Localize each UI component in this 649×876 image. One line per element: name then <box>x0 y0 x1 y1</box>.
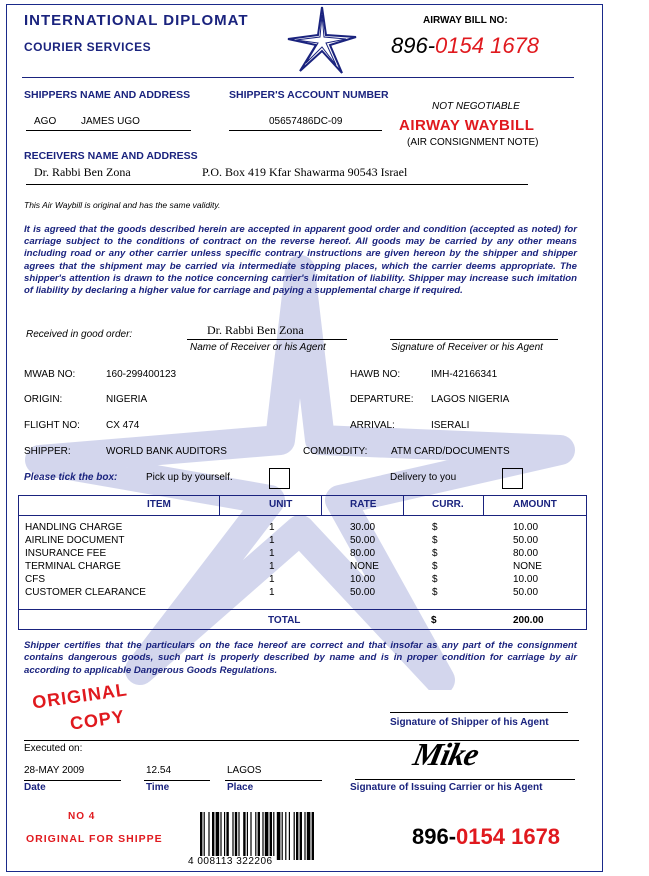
stamp-original: ORIGINAL <box>31 679 129 713</box>
barcode-bar <box>285 812 286 860</box>
not-negotiable-label: NOT NEGOTIABLE <box>432 101 520 112</box>
commodity-value: ATM CARD/DOCUMENTS <box>391 446 510 457</box>
shipper-name-line <box>26 130 191 131</box>
origin-value: NIGERIA <box>106 394 148 405</box>
airway-bill-label: AIRWAY BILL NO: <box>423 15 508 26</box>
receiver-name-caption: Name of Receiver or his Agent <box>190 342 326 353</box>
col-header-rate: RATE <box>350 499 377 510</box>
carrier-signature: Mike <box>410 736 482 772</box>
flight-label: FLIGHT NO: <box>24 420 80 431</box>
table-cell: $ <box>432 535 438 546</box>
table-cell: 30.00 <box>350 522 376 533</box>
received-label: Received in good order: <box>26 329 133 340</box>
col-divider <box>483 496 484 515</box>
total-amount: 200.00 <box>513 615 544 626</box>
barcode-bar <box>258 812 260 860</box>
barcode-bar <box>216 812 220 860</box>
barcode-bar <box>304 812 305 860</box>
mwab-label: MWAB NO: <box>24 369 76 380</box>
table-cell: 1 <box>269 522 275 533</box>
receiver-name: Dr. Rabbi Ben Zona <box>34 165 131 179</box>
col-header-amount: AMOUNT <box>513 499 557 510</box>
pickup-label: Pick up by yourself. <box>146 472 233 483</box>
departure-value: LAGOS NIGERIA <box>431 394 510 405</box>
place-label: Place <box>227 782 254 793</box>
table-cell: 10.00 <box>513 522 539 533</box>
shipper-name-label: SHIPPERS NAME AND ADDRESS <box>24 89 191 101</box>
shipper-code: AGO <box>34 116 57 127</box>
table-row-item: CFS <box>25 574 45 585</box>
col-header-item: ITEM <box>147 499 171 510</box>
receiver-signature-line <box>390 339 558 340</box>
barcode-bar <box>250 812 251 860</box>
barcode-bar <box>204 812 205 860</box>
execution-divider <box>24 740 579 741</box>
barcode-bar <box>212 812 214 860</box>
table-row-item: AIRLINE DOCUMENT <box>25 535 125 546</box>
receiver-label: RECEIVERS NAME AND ADDRESS <box>24 150 198 162</box>
table-cell: 80.00 <box>350 548 376 559</box>
shipper-account-label: SHIPPER'S ACCOUNT NUMBER <box>229 89 389 101</box>
footer-bill-digits: 0154 1678 <box>456 824 561 849</box>
barcode-bar <box>200 812 202 860</box>
barcode-bar <box>300 812 302 860</box>
copy-label: ORIGINAL FOR SHIPPE <box>26 833 163 845</box>
charges-table <box>18 495 587 630</box>
pickup-checkbox[interactable] <box>269 468 290 489</box>
table-cell: $ <box>432 561 438 572</box>
table-cell: 50.00 <box>350 535 376 546</box>
table-cell: 1 <box>269 574 275 585</box>
table-cell: $ <box>432 587 438 598</box>
mwab-value: 160-299400123 <box>106 369 177 380</box>
table-cell: 1 <box>269 548 275 559</box>
table-cell: 80.00 <box>513 548 539 559</box>
table-cell: NONE <box>513 561 542 572</box>
barcode-bar <box>232 812 233 860</box>
received-receiver-name: Dr. Rabbi Ben Zona <box>207 323 304 337</box>
copy-number: NO 4 <box>68 811 96 822</box>
barcode-bar <box>270 812 272 860</box>
barcode-digits: 4 008113 322206 <box>188 856 273 867</box>
table-cell: 10.00 <box>350 574 376 585</box>
barcode-bar <box>238 812 239 860</box>
table-cell: 1 <box>269 561 275 572</box>
shipper-name: JAMES UGO <box>81 116 140 127</box>
barcode-bar <box>312 812 314 860</box>
receiver-line <box>26 184 528 185</box>
header-underline <box>19 515 586 516</box>
company-name: INTERNATIONAL DIPLOMAT <box>24 12 249 29</box>
arrival-value: ISERALI <box>431 420 470 431</box>
commodity-label: COMMODITY: <box>303 446 368 457</box>
barcode-bar <box>208 812 209 860</box>
col-header-curr: CURR. <box>432 499 464 510</box>
shipper-account-value: 05657486DC-09 <box>269 116 343 127</box>
barcode-bar <box>273 812 274 860</box>
origin-label: ORIGIN: <box>24 394 63 405</box>
executed-label: Executed on: <box>24 743 83 754</box>
table-row-item: HANDLING CHARGE <box>25 522 123 533</box>
footer-bill-number <box>412 824 560 850</box>
table-cell: $ <box>432 522 438 533</box>
receiver-address: P.O. Box 419 Kfar Shawarma 90543 Israel <box>202 165 408 179</box>
time-line <box>144 780 210 781</box>
col-divider <box>321 496 322 515</box>
barcode-bar <box>282 812 283 860</box>
barcode-bar <box>307 812 311 860</box>
table-cell: 50.00 <box>513 587 539 598</box>
table-row-item: TERMINAL CHARGE <box>25 561 121 572</box>
time-value: 12.54 <box>146 765 172 776</box>
table-cell: 50.00 <box>513 535 539 546</box>
original-note: This Air Waybill is original and has the same validity. <box>24 200 221 210</box>
place-line <box>225 780 322 781</box>
shipper-detail-value: WORLD BANK AUDITORS <box>106 446 227 457</box>
shipper-signature-line <box>390 712 568 713</box>
waybill-subtitle: (AIR CONSIGNMENT NOTE) <box>407 137 539 148</box>
terms-paragraph: It is agreed that the goods described herein are accepted in apparent good order and condition (accepted as noted) for carriage subject to the conditions of contract on the reverse hereof. All goods may be carried by any other means including road or any other carrier unless specific contrary instructions are given hereon by the shipper and shipper agrees that the shipment may be carried via intermediate stopping places, which the carrier deems appropriate. The shipper's attention is drawn to the notice concerning carrier's limitation of liability. Shipper may increase such imitation of liability by declaring a higher value for carriage and paying a supplemental charge if required. <box>24 224 577 297</box>
hawb-value: IMH-42166341 <box>431 369 498 380</box>
col-header-unit: UNIT <box>269 499 293 510</box>
table-cell: 50.00 <box>350 587 376 598</box>
barcode-bar <box>262 812 263 860</box>
shipper-account-line <box>229 130 382 131</box>
barcode-bar <box>296 812 298 860</box>
barcode-bar <box>226 812 228 860</box>
flight-value: CX 474 <box>106 420 140 431</box>
barcode-bar <box>265 812 269 860</box>
carrier-signature-line <box>355 779 575 780</box>
airway-bill-number <box>391 33 539 59</box>
certification-paragraph: Shipper certifies that the particulars on the face hereof are correct and that insofar as any part of the consignment contains dangerous goods, such part is properly described by name and is in proper condition for carriage by air according to applicable Dangerous Goods Regulations. <box>24 640 577 676</box>
barcode-bar <box>255 812 256 860</box>
total-label: TOTAL <box>268 615 301 626</box>
receiver-name-line <box>187 339 347 340</box>
header-divider <box>22 77 574 78</box>
date-value: 28-MAY 2009 <box>24 765 85 776</box>
tick-label: Please tick the box: <box>24 472 118 483</box>
barcode-bar <box>247 812 248 860</box>
place-value: LAGOS <box>227 765 262 776</box>
table-cell: 1 <box>269 587 275 598</box>
arrival-label: ARRIVAL: <box>350 420 395 431</box>
stamp-copy: COPY <box>68 706 127 734</box>
receiver-signature-caption: Signature of Receiver or his Agent <box>391 342 543 353</box>
date-line <box>24 780 121 781</box>
shipper-detail-label: SHIPPER: <box>24 446 71 457</box>
table-cell: 1 <box>269 535 275 546</box>
barcode-bar <box>243 812 245 860</box>
barcode-bar <box>294 812 295 860</box>
barcode-bar <box>289 812 290 860</box>
shipper-signature-caption: Signature of Shipper of his Agent <box>390 717 549 728</box>
total-divider <box>19 609 586 610</box>
waybill-title: AIRWAY WAYBILL <box>399 117 535 134</box>
company-subtitle: COURIER SERVICES <box>24 40 152 54</box>
table-cell: $ <box>432 574 438 585</box>
barcode-bar <box>220 812 221 860</box>
barcode-bar <box>235 812 237 860</box>
total-currency: $ <box>431 615 437 626</box>
delivery-checkbox[interactable] <box>502 468 523 489</box>
barcode-bar <box>277 812 281 860</box>
table-cell: NONE <box>350 561 379 572</box>
footer-bill-prefix: 896- <box>412 824 457 849</box>
date-label: Date <box>24 782 46 793</box>
table-row-item: CUSTOMER CLEARANCE <box>25 587 146 598</box>
departure-label: DEPARTURE: <box>350 394 414 405</box>
col-divider <box>219 496 220 515</box>
table-cell: $ <box>432 548 438 559</box>
hawb-label: HAWB NO: <box>350 369 401 380</box>
table-cell: 10.00 <box>513 574 539 585</box>
airway-bill-digits: 0154 1678 <box>435 33 540 58</box>
star-logo-icon <box>286 5 358 75</box>
col-divider <box>403 496 404 515</box>
time-label: Time <box>146 782 170 793</box>
delivery-label: Delivery to you <box>390 472 457 483</box>
airway-bill-prefix: 896- <box>391 33 436 58</box>
table-row-item: INSURANCE FEE <box>25 548 107 559</box>
carrier-signature-caption: Signature of Issuing Carrier or his Agent <box>350 782 543 793</box>
barcode-bar <box>224 812 225 860</box>
